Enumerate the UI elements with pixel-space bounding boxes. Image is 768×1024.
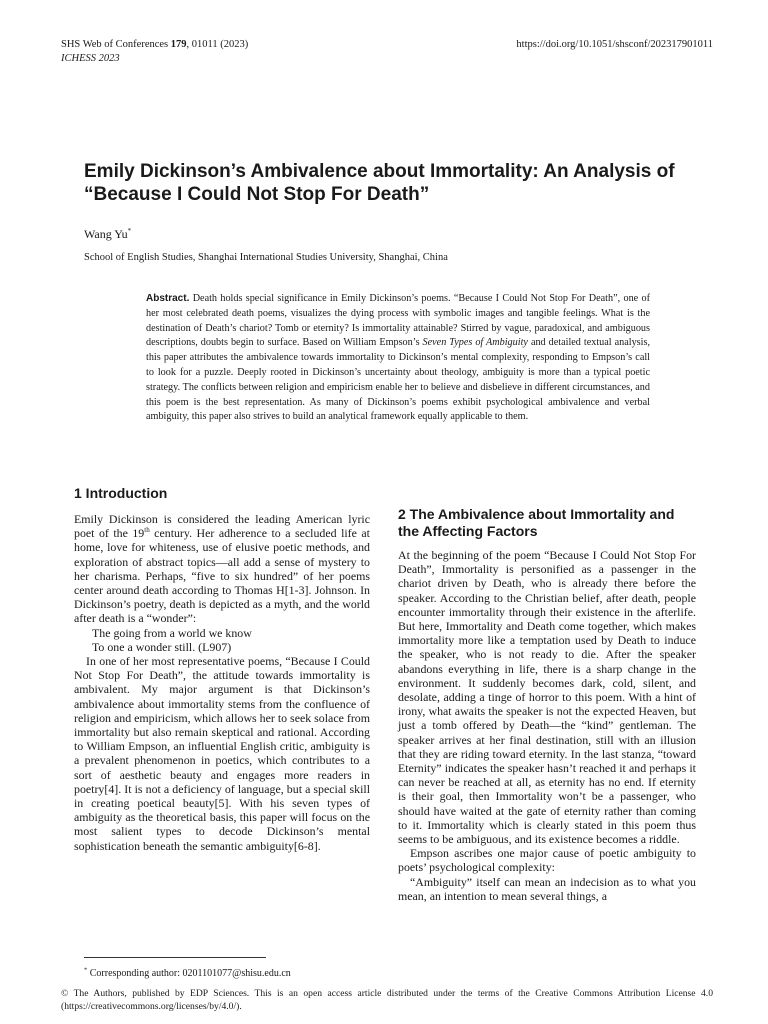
poem-quote-line-2: To one a wonder still. (L907) bbox=[92, 639, 232, 654]
footnote bbox=[84, 968, 291, 979]
intro-p1-b: century. Her adherence to a secluded life at home, love for whiteness, use of elusive poetic methods, and exploration of abstract topics—all add a sense of mystery to her charisma. Perhaps, “five to six hundred” of her poems center around death according to Thomas H[1-3]. Johnson. In Dickinson’s poetry, death is depicted as a myth, and the world after death is a “wonder”: bbox=[74, 526, 370, 626]
section-1-body bbox=[74, 512, 370, 853]
intro-paragraph-2: In one of her most representative poems, “Because I Could Not Stop For Death”, the attitude towards immortality is ambivalent. My major argument is that Dickinson’s ambivalence about immortality stems from the confluence of religion and empiricism, which allows her to seek solace from immortality but also remain skeptical and rational. According to William Empson, an influential English critic, ambiguity is a prevalent phenomenon in poetics, which contributes to a sort of aesthetic beauty and engages more readers in poetry[4]. It is not a deficiency of language, but a special skill in creating poetical beauty[5]. With his seven types of ambiguity as the theoretical basis, this paper will focus on the most salient types to decode Dickinson’s mental sophistication beneath the semantic ambiguity[6-8]. bbox=[74, 654, 370, 853]
license-notice: © The Authors, published by EDP Sciences. This is an open access article distributed under the terms of the Creative Commons Attribution License 4.0 (https://creativecommons.org/licenses/by/4.0/). bbox=[61, 988, 713, 1012]
abstract-book-title: Seven Types of Ambiguity bbox=[422, 337, 528, 349]
section-2-body bbox=[398, 548, 696, 903]
footnote-divider bbox=[84, 957, 266, 958]
poem-quote-line-1: The going from a world we know bbox=[92, 625, 252, 640]
journal-volume: 179 bbox=[170, 39, 187, 50]
conference-name: ICHESS 2023 bbox=[61, 53, 120, 64]
section-2-heading: 2 The Ambivalence about Immortality and the Affecting Factors bbox=[398, 506, 675, 539]
journal-pages: , 01011 (2023) bbox=[186, 39, 249, 50]
author-name: Wang Yu bbox=[84, 227, 128, 241]
affiliation: School of English Studies, Shanghai International Studies University, Shanghai, China bbox=[84, 252, 448, 263]
abstract-text-2: and detailed textual analysis, this paper attributes the ambivalence towards immortality to Dickinson’s mental complexity, responding to Empson’s call to look for a puzzle. Deeply rooted in Dickinson’s uncertainty about theology, ambiguity is more than a typical poetic strategy. The conflicts between religion and empiricism enable her to believe and disbelieve in different circumstances, and this poem is the best representation. As many of Dickinson’s poems exhibit psychological ambivalence and verbal ambiguity, this paper also strives to build an analytical framework equally applicable to them. bbox=[146, 337, 650, 423]
section-2-paragraph-3: “Ambiguity” itself can mean an indecision as to what you mean, an intention to mean several things, a bbox=[398, 874, 696, 903]
intro-paragraph-1 bbox=[74, 512, 370, 626]
intro-p1-a: Emily Dickinson is considered the leading American lyric poet of the 19 bbox=[74, 512, 370, 541]
abstract-label: Abstract. bbox=[146, 293, 190, 304]
doi-link[interactable]: https://doi.org/10.1051/shsconf/202317901011 bbox=[516, 39, 713, 50]
abstract-text-1: Death holds special significance in Emily Dickinson’s poems. “Because I Could Not Stop For Death”, one of her most celebrated death poems, visualizes the dying process with symbolic images and tangible feelings. What is the destination of Death’s chariot? Tomb or eternity? Is immortality attainable? Stirred by vague, paradoxical, and ambiguous descriptions, doubts begin to surface. Based on William Empson’s bbox=[146, 293, 650, 349]
abstract bbox=[146, 292, 650, 425]
author-line bbox=[84, 227, 131, 242]
section-2-paragraph-2: Empson ascribes one major cause of poetic ambiguity to poets’ psychological complexity: bbox=[398, 846, 696, 875]
intro-p1-sup: th bbox=[144, 526, 150, 535]
section-2-paragraph-1: At the beginning of the poem “Because I Could Not Stop For Death”, Immortality is personified as a passenger in the chariot driven by Death, who is already there before the speaker. According to the Christian belief, after death, people encounter immortality through their existence in the afterlife. But here, Immortality and Death come together, which makes immortality more like a temptation used by Death to induce the speaker, who is not ready to die. After the speaker abandons everything in life, there is a sharp change in the environment. It suddenly becomes dark, cold, silent, and desolate, adding a tinge of horror to this poem. With a hint of irony, what awaits the speaker is not the expected Heaven, but just a tomb offered by Death—the “kind” gentleman. The speaker arrives at her final destination, still with an illusion that they are riding toward eternity. In the last stanza, “toward Eternity” indicates the speaker hasn’t reached it and perhaps it can never be reached at all, as eternity has no end. If eternity is their goal, then Immortality won’t be a passenger, who should have waited at the gate of eternity rather than coming to it. Immortality which is clearly stated in this poem thus seems to be ambiguous, and its existence becomes a riddle. bbox=[398, 548, 696, 847]
paper-title: Emily Dickinson’s Ambivalence about Immortality: An Analysis of “Because I Could Not Stop For Death” bbox=[84, 161, 675, 205]
footnote-text: Corresponding author: 0201101077@shisu.edu.cn bbox=[87, 968, 291, 979]
author-footnote-mark: * bbox=[127, 227, 132, 235]
section-1-heading: 1 Introduction bbox=[74, 485, 168, 501]
journal-name: SHS Web of Conferences bbox=[61, 39, 171, 50]
running-header-journal bbox=[61, 38, 248, 52]
footnote-mark: * bbox=[84, 966, 88, 974]
